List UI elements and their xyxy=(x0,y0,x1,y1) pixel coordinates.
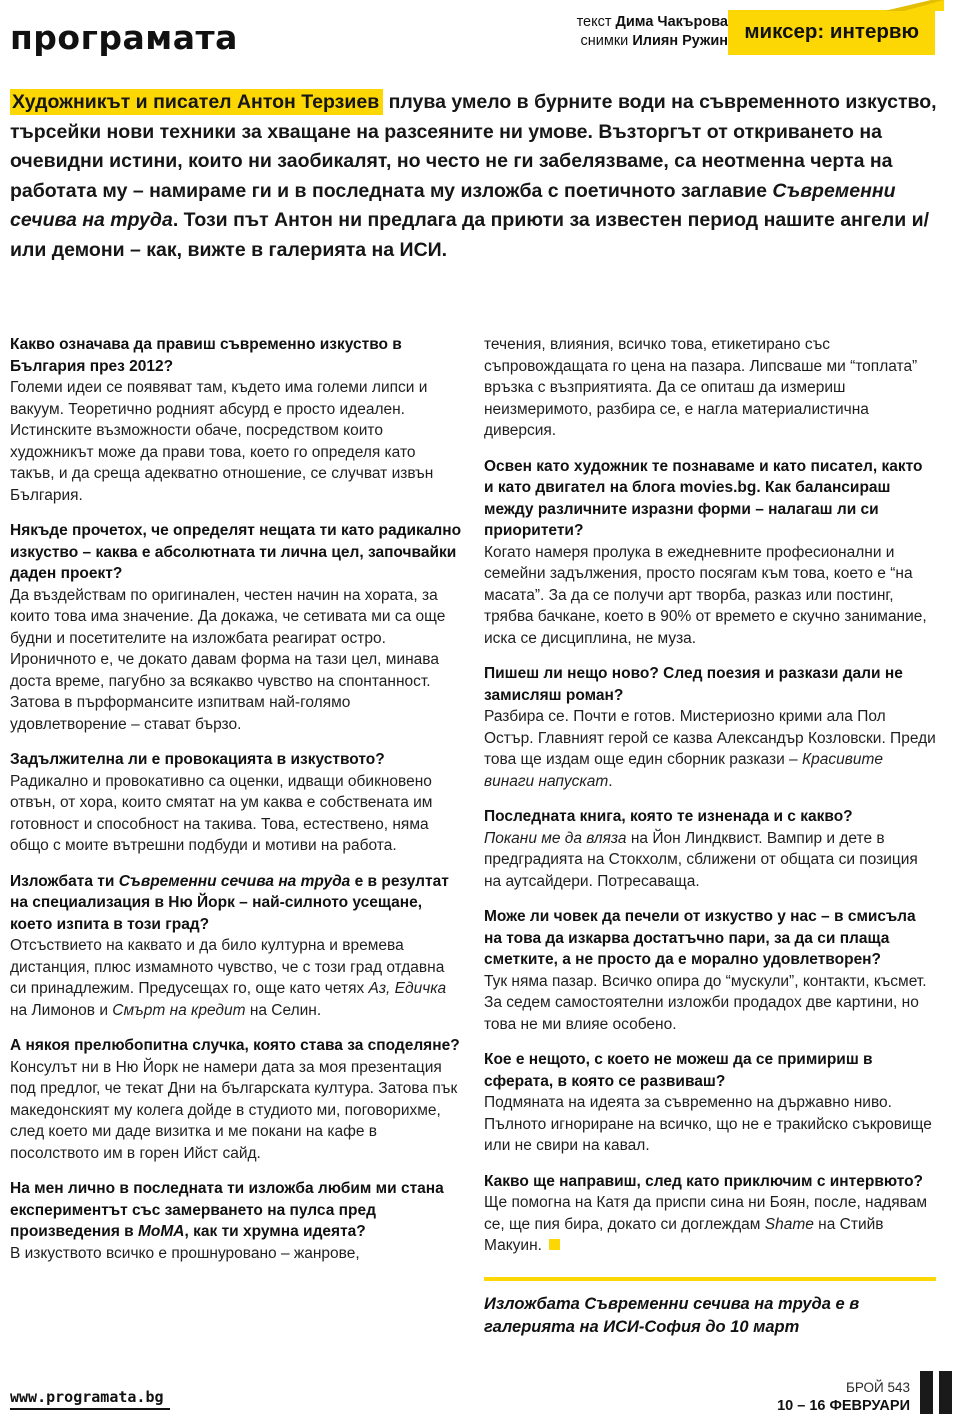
text-segment: на Лимонов и xyxy=(10,1001,113,1019)
text-segment: В изкуството всичко е прошнуровано – жанрове, xyxy=(10,1244,360,1262)
text-segment: Някъде прочетох, че определят нещата ти като радикално изкуство – каква е абсолютната ти лична цел, започвайки даден проект? xyxy=(10,522,462,582)
text-segment: е в резултат на специализация в Ню Йорк – най-силното усещане, което изпита в този град? xyxy=(10,872,449,933)
programata-logo: програмата xyxy=(10,18,238,57)
interview-body xyxy=(10,334,937,1339)
text-segment: А някоя прелюбопитна случка, която става за споделяне? xyxy=(10,1037,460,1054)
text-segment: плува умело в бурните води на съвременното изкуство, търсейки нови техники за хващане на разсеяните ни умове. Възторгът от откриването на очевидни истини, които ни заобикалят, но често не ги забелязваме, са неотменна черта на работата му – намираме ги и в последната му изложба с поетичното заглавие xyxy=(10,91,937,202)
qa-block xyxy=(484,456,936,650)
text-segment: Shame xyxy=(764,1215,814,1233)
text-segment: Радикално и провокативно са оценки, идващи обикновено отвън, от хора, които смятат на ум каква е собствената им готовност и способност на такива. Това, естествено, няма общо с моите вътрешни подбуди и мотиви на работа. xyxy=(10,772,433,854)
qa-block xyxy=(484,334,936,442)
text-segment: Освен като художник те познаваме и като писател, както и като двигател на блога movies.bg. Как балансираш между различните изразни форми – налагаш ли си приоритети? xyxy=(484,457,923,539)
text-segment: . Този път Антон ни предлага да приюти за известен период нашите ангели и/или демони – как, вижте в галерията на ИСИ. xyxy=(10,209,930,261)
text-segment: Разбира се. Почти е готов. Мистериозно крими ала Пол Остър. Главният герой се казва Александър Козловски. Преди това ще издам още един сборник разкази – xyxy=(484,708,936,768)
qa-block xyxy=(10,749,462,857)
text-segment: на Селин. xyxy=(245,1001,322,1019)
lead-paragraph xyxy=(10,88,948,265)
text-segment: Какво означава да правиш съвременно изкуство в България през 2012? xyxy=(10,336,402,375)
text-segment: На мен лично в последната ти изложба любим ми стана експериментът със замерването на пулса пред произведения в xyxy=(10,1180,444,1240)
text-segment: Съвременни сечива на труда xyxy=(118,872,351,890)
text-segment: Може ли човек да печели от изкуство у нас – в смисъла на това да изкарва достатъчно пари, за да си плаща сметките, а не просто да е морално удовлетворен? xyxy=(484,908,916,968)
text-segment: Ще помогна на Катя да приспи сина ни Боян, после, надявам се, ще пия бира, докато си доглеждам xyxy=(484,1194,928,1233)
text-segment: Изложбата ти xyxy=(10,872,119,890)
text-segment: течения, влияния, всичко това, етикетирано със съпровождащата го цена на пазара. Липсваше ми “топлата” връзка с възприятията. Да се опиташ да измериш неизмеримото, разбира се, е нагла материалистична диверсия. xyxy=(484,336,918,439)
text-segment: Големи идеи се появяват там, където има големи липси и вакуум. Теоретично родният абсурд е просто идеален. Истинските възможности обаче, посредством които художникът може да прави това, което го определя като такъв, и да среща адекватно отношение, се случват извън България. xyxy=(10,379,434,504)
text-segment: Кое е нещото, с което не можеш да се примириш в сферата, в която се развиваш? xyxy=(484,1051,873,1090)
article-credits xyxy=(577,13,728,51)
qa-block xyxy=(484,1049,936,1157)
credit-text xyxy=(577,13,728,32)
qa-block xyxy=(484,1171,936,1257)
text-segment: Какво ще направиш, след като приключим с интервюто? xyxy=(484,1172,924,1190)
section-badge-label: миксер: интервю xyxy=(744,20,919,43)
text-segment: Подмяната на идеята за съвременно на държавно ниво. Пълното игнориране на всичко, що не е тракийско съкровище или не свири на кавал. xyxy=(484,1094,932,1154)
right-column xyxy=(484,334,936,1339)
credit-name: Илиян Ружин xyxy=(632,33,728,49)
qa-block xyxy=(484,906,936,1035)
right-column-qa xyxy=(484,334,936,1257)
left-column xyxy=(10,334,462,1339)
pause-bars-icon xyxy=(920,1371,952,1414)
text-segment: Смърт на кредит xyxy=(112,1001,246,1019)
text-segment: Последната книга, която те изненада и с какво? xyxy=(484,808,853,825)
answer xyxy=(10,585,462,736)
question xyxy=(484,906,936,971)
answer xyxy=(484,706,936,792)
text-segment: , как ти хрумна идеята? xyxy=(184,1223,366,1240)
text-segment: . xyxy=(608,772,613,790)
bar-right xyxy=(939,1371,952,1414)
text-segment: на Стийв Макуин. xyxy=(484,1215,884,1254)
answer xyxy=(10,377,462,506)
qa-block xyxy=(10,520,462,735)
qa-block xyxy=(484,806,936,892)
text-segment: МоМА xyxy=(138,1223,185,1240)
answer xyxy=(10,1057,462,1165)
answer xyxy=(10,1243,462,1265)
text-segment: Покани ме да вляза xyxy=(484,829,627,847)
credit-label: текст xyxy=(576,14,612,30)
answer xyxy=(484,971,936,1036)
end-mark-icon xyxy=(549,1239,560,1250)
section-badge xyxy=(728,10,935,55)
text-segment: Пишеш ли нещо ново? След поезия и разкази дали не замисляш роман? xyxy=(484,665,903,704)
exhibition-note: Изложбата Съвременни сечива на труда е в галерията на ИСИ-София до 10 март xyxy=(484,1294,860,1336)
credit-photo xyxy=(577,32,728,51)
question xyxy=(10,1178,462,1243)
question xyxy=(10,334,462,377)
text-segment: Художникът и писател Антон Терзиев xyxy=(10,89,383,115)
question xyxy=(10,871,462,936)
issue-info xyxy=(777,1381,910,1413)
qa-block xyxy=(484,663,936,792)
answer xyxy=(484,1092,936,1157)
qa-block xyxy=(10,334,462,506)
question xyxy=(10,520,462,585)
text-segment: на Йон Линдквист. Вампир и дете в предградията на Стокхолм, сближени от общата си позиция на аутсайдери. Потресаваща. xyxy=(484,829,918,890)
qa-block xyxy=(10,1178,462,1264)
answer xyxy=(484,334,936,442)
answer xyxy=(484,542,936,650)
question xyxy=(484,806,936,828)
issue-number: БРОЙ 543 xyxy=(845,1380,910,1395)
question xyxy=(484,1049,936,1092)
text-segment: Консулът ни в Ню Йорк не намери дата за моя презентация под предлог, че текат Дни на българската култура. Затова пък македонският му колега дойде в студиото ми, поговорихме, след което ми даде визитка и ме покани на кафе в посолството им в горен Ийст сайд. xyxy=(10,1058,458,1162)
credit-name: Дима Чакърова xyxy=(615,14,728,30)
text-segment: Задължителна ли е провокацията в изкуството? xyxy=(10,751,385,768)
answer xyxy=(10,771,462,857)
qa-block xyxy=(10,871,462,1022)
text-segment: Когато намеря пролука в ежедневните професионални и семейни задължения, просто посягам към това, което е “на масата”. За да се получи арт творба, разказ или постинг, трябва бачкане, което в 90% от времето е скучно занимание, иска се дисциплина, не муза. xyxy=(484,543,927,647)
website-link[interactable]: www.programata.bg xyxy=(10,1388,170,1410)
answer xyxy=(10,935,462,1021)
question xyxy=(10,1035,462,1057)
text-segment: Да въздействам по оригинален, честен начин на хората, за които това има значение. Да докажа, че сетивата ми са още будни и посетителите на изложбата реагират остро. Ироничното е, че докато давам форма на тази цел, минава доста време, пагубно за всякакво чувство на спонтанност. Затова в пърформансите изпитвам най-голямо удовлетворение – стават бързо. xyxy=(10,586,446,733)
text-segment: Отсъствието на каквато и да било културна и времева дистанция, плюс измамното чувство, че с този град отдавна си принадлежим. Предусещах го, още като четях xyxy=(10,937,445,997)
question xyxy=(484,663,936,706)
question xyxy=(484,1171,936,1193)
ribbon-fold-icon xyxy=(884,0,944,11)
credit-label: снимки xyxy=(580,33,629,49)
issue-dates: 10 – 16 ФЕВРУАРИ xyxy=(777,1397,910,1414)
qa-block xyxy=(10,1035,462,1164)
question xyxy=(10,749,462,771)
text-segment: Красивите винаги напускат xyxy=(484,751,883,790)
answer xyxy=(484,1192,936,1257)
answer xyxy=(484,828,936,893)
yellow-divider xyxy=(484,1277,936,1281)
question xyxy=(484,456,936,542)
bar-left xyxy=(920,1371,933,1414)
text-segment: Тук няма пазар. Всичко опира до “мускули”, контакти, късмет. За седем самостоятелни изложби продадох две картини, но това не ми влияе особено. xyxy=(484,972,927,1033)
text-segment: Аз, Едичка xyxy=(368,980,447,997)
text-segment: Съвременни сечива на труда xyxy=(10,179,896,231)
